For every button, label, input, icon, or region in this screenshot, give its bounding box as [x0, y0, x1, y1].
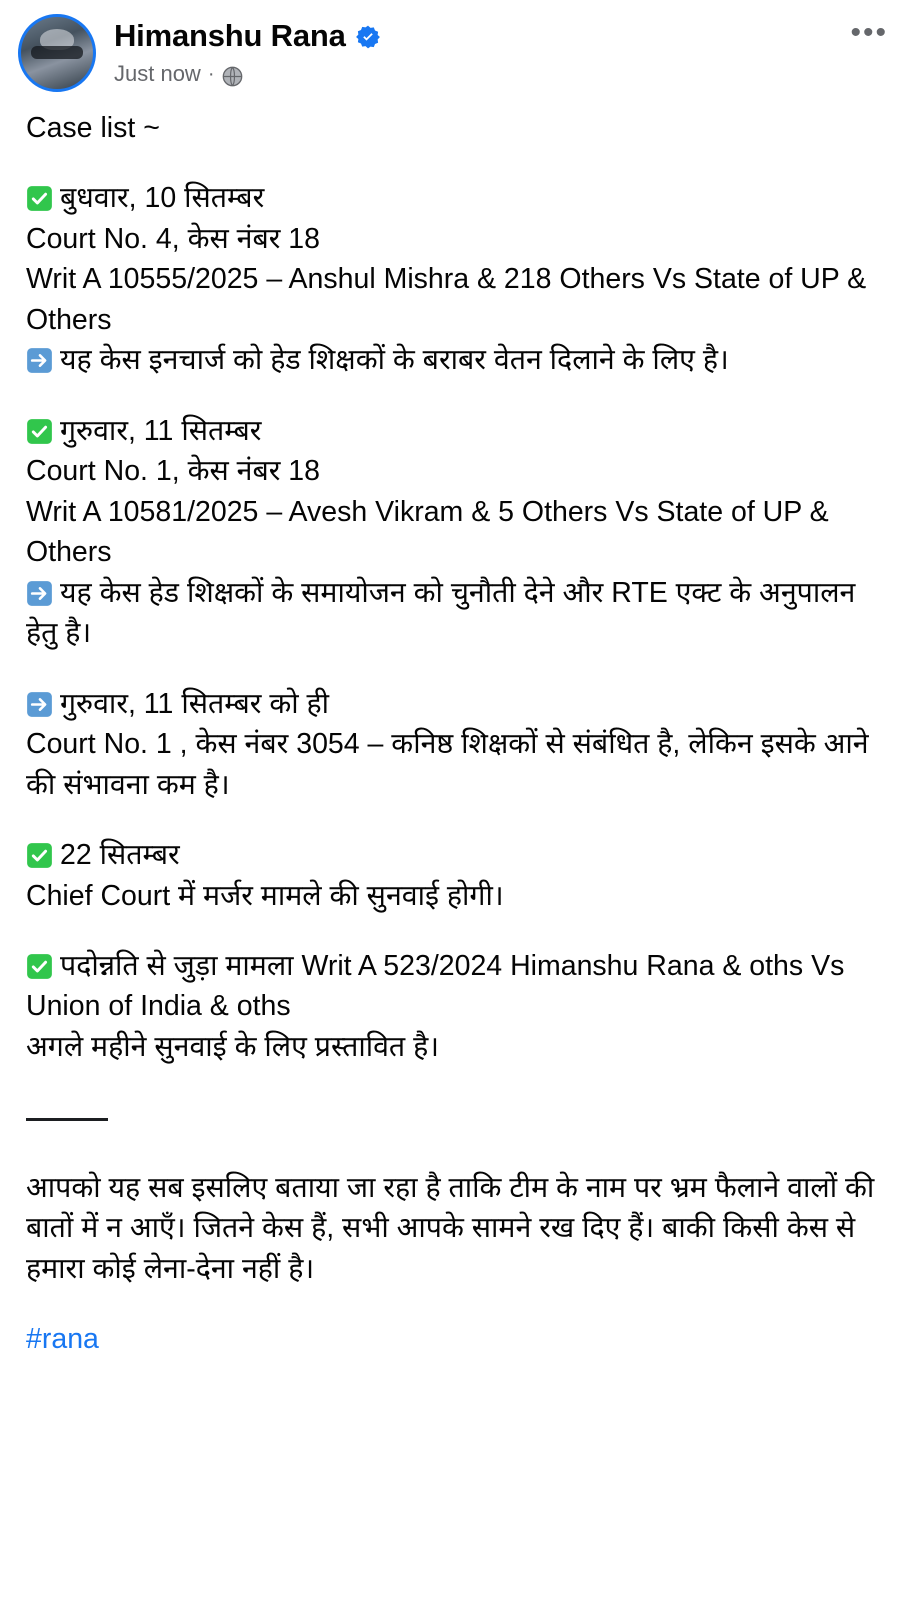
- case-writ: पदोन्नति से जुड़ा मामला Writ A 523/2024 Himanshu Rana & oths Vs Union of India & oths: [26, 949, 845, 1023]
- case-writ: Writ A 10555/2025 – Anshul Mishra & 218 Others Vs State of UP & Others: [26, 263, 867, 336]
- case-detail: Court No. 1 , केस नंबर 3054 – कनिष्ठ शिक्षकों से संबंधित है, लेकिन इसके आने की संभावना कम है।: [26, 728, 869, 801]
- post-more-options-button[interactable]: •••: [850, 16, 888, 49]
- case-note: यह केस इनचार्ज को हेड शिक्षकों के बराबर वेतन दिलाने के लिए है।: [60, 344, 729, 377]
- case-block: [26, 946, 890, 1067]
- author-name[interactable]: Himanshu Rana: [114, 18, 346, 53]
- case-date: 22 सितम्बर: [60, 839, 180, 872]
- case-date: बुधवार, 10 सितम्बर: [60, 182, 265, 215]
- post-timestamp[interactable]: Just now: [114, 60, 201, 86]
- meta-separator: ·: [207, 62, 215, 85]
- check-mark-button-icon: [26, 418, 53, 445]
- verified-badge-icon: [355, 24, 381, 50]
- case-block: [26, 684, 890, 805]
- case-court: Court No. 4, केस नंबर 18: [26, 222, 321, 255]
- right-arrow-icon: [26, 691, 53, 718]
- right-arrow-icon: [26, 580, 53, 607]
- case-note-line: [26, 573, 890, 654]
- hashtag-link[interactable]: #rana: [26, 1323, 99, 1356]
- divider-rule: [26, 1118, 108, 1121]
- case-court: Court No. 1, केस नंबर 18: [26, 455, 321, 488]
- check-mark-button-icon: [26, 953, 53, 980]
- globe-icon[interactable]: [222, 66, 243, 87]
- case-block: [26, 178, 890, 380]
- right-arrow-icon: [26, 347, 53, 374]
- post-meta: [114, 61, 840, 87]
- author-name-row: [114, 18, 840, 54]
- case-detail: अगले महीने सुनवाई के लिए प्रस्तावित है।: [26, 1030, 440, 1063]
- case-writ: Writ A 10581/2025 – Avesh Vikram & 5 Others Vs State of UP & Others: [26, 495, 829, 569]
- case-detail: Chief Court में मर्जर मामले की सुनवाई होगी।: [26, 879, 504, 912]
- check-mark-button-icon: [26, 842, 53, 869]
- case-note: यह केस हेड शिक्षकों के समायोजन को चुनौती देने और RTE एक्ट के अनुपालन हेतु है।: [26, 576, 856, 650]
- case-note-line: [26, 340, 890, 380]
- profile-avatar[interactable]: [18, 14, 96, 92]
- post-title: Case list ~: [26, 112, 160, 144]
- case-date: गुरुवार, 11 सितम्बर: [60, 414, 262, 447]
- section-divider: [26, 1097, 890, 1137]
- check-mark-button-icon: [26, 185, 53, 212]
- post-body: [0, 96, 912, 1384]
- case-block: [26, 835, 890, 916]
- closing-note: आपको यह सब इसलिए बताया जा रहा है ताकि टीम के नाम पर भ्रम फैलाने वालों की बातों में न आएँ। जितने केस हैं, सभी आपके सामने रख दिए हैं। बाकी किसी केस से हमारा कोई लेना-देना नहीं है।: [26, 1171, 875, 1285]
- post-header: [0, 0, 912, 96]
- case-date: गुरुवार, 11 सितम्बर को ही: [60, 687, 330, 720]
- post-author-block: [96, 14, 840, 87]
- hashtag-row: [26, 1319, 890, 1359]
- case-block: [26, 411, 890, 654]
